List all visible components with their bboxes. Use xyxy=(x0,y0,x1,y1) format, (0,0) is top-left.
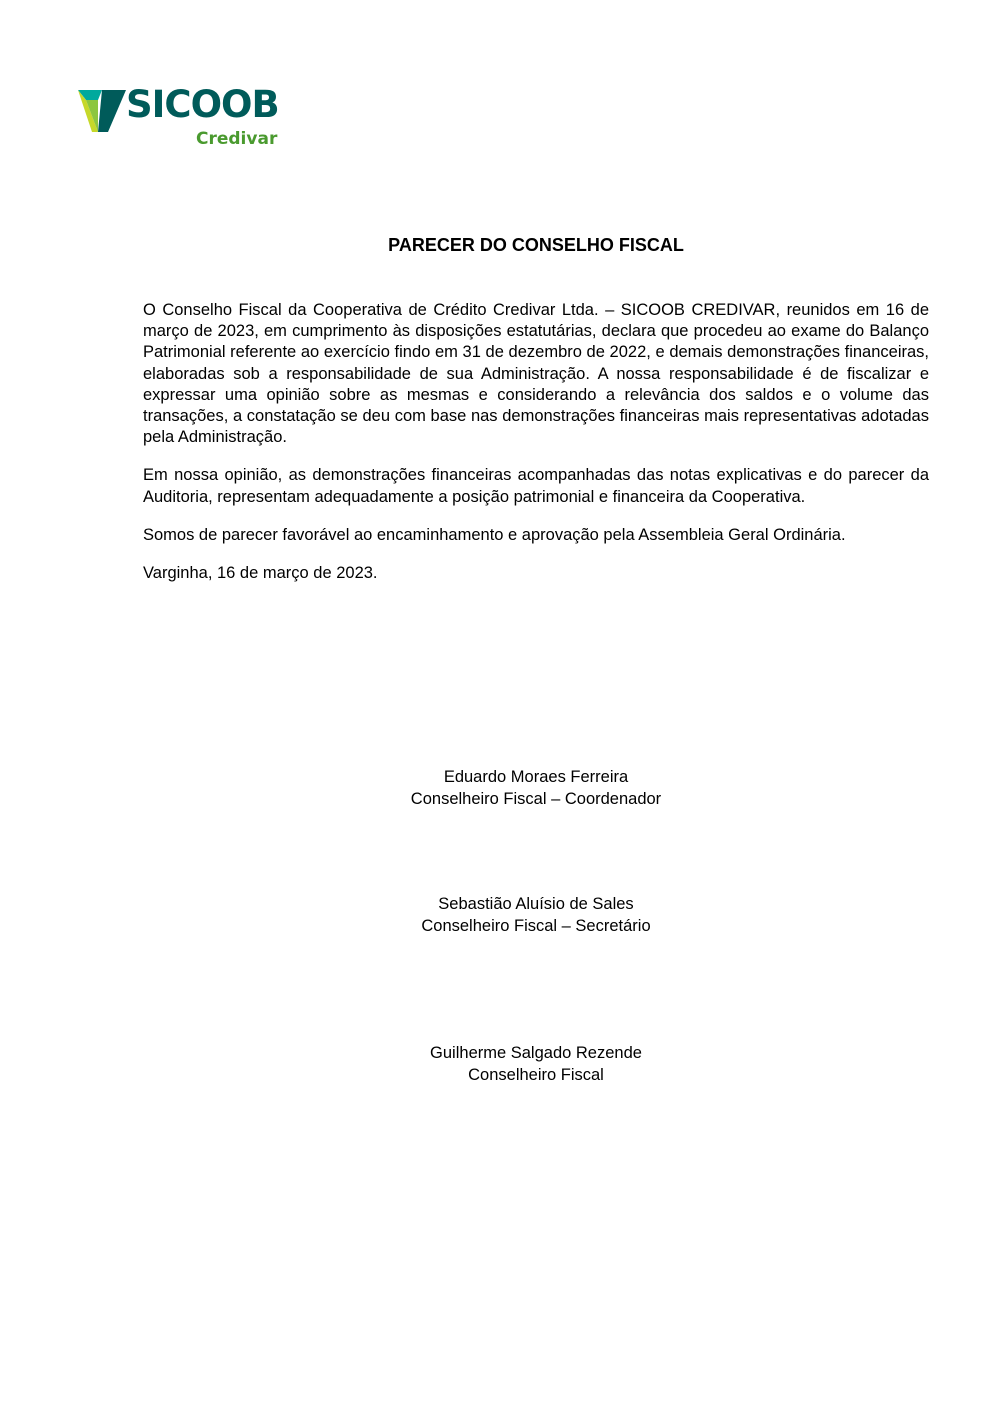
logo-brand-text: SICOOB xyxy=(126,83,279,126)
signatory-role: Conselheiro Fiscal – Coordenador xyxy=(410,789,662,808)
sicoob-credivar-logo xyxy=(78,83,279,154)
sicoob-mark-icon xyxy=(78,88,126,134)
logo-subtitle-text: Credivar xyxy=(196,129,278,149)
signature-block-3 xyxy=(0,1043,1000,1086)
paragraph-3: Somos de parecer favorável ao encaminhamento e aprovação pela Assembleia Geral Ordinária. xyxy=(143,525,846,544)
signature-block-1 xyxy=(0,767,1000,810)
paragraph-1: O Conselho Fiscal da Cooperativa de Crédito Credivar Ltda. – SICOOB CREDIVAR, reunidos em 16 de março de 2023, em cumprimento às disposições estatutárias, declara que procedeu ao exame do Balanço Patrimonial referente ao exercício findo em 31 de dezembro de 2022, e demais demonstrações financeiras, elaboradas sob a responsabilidade de sua Administração. A nossa responsabilidade é de fiscalizar e expressar uma opinião sobre as mesmas e considerando a relevância dos saldos e o volume das transações, a constatação se deu com base nas demonstrações financeiras mais representativas adotadas pela Administração. xyxy=(143,301,929,447)
signatory-role: Conselheiro Fiscal xyxy=(468,1065,604,1084)
signatory-role: Conselheiro Fiscal – Secretário xyxy=(421,916,651,935)
signature-block-2 xyxy=(0,894,1000,937)
place-date: Varginha, 16 de março de 2023. xyxy=(143,564,378,583)
signatory-name: Guilherme Salgado Rezende xyxy=(430,1044,642,1062)
signatory-name: Eduardo Moraes Ferreira xyxy=(443,768,629,786)
paragraph-2: Em nossa opinião, as demonstrações financeiras acompanhadas das notas explicativas e do parecer da Auditoria, representam adequadamente a posição patrimonial e financeira da Cooperativa. xyxy=(143,466,929,506)
document-body xyxy=(143,300,929,601)
signatory-name: Sebastião Aluísio de Sales xyxy=(438,895,634,913)
page-title: PARECER DO CONSELHO FISCAL xyxy=(388,235,684,255)
